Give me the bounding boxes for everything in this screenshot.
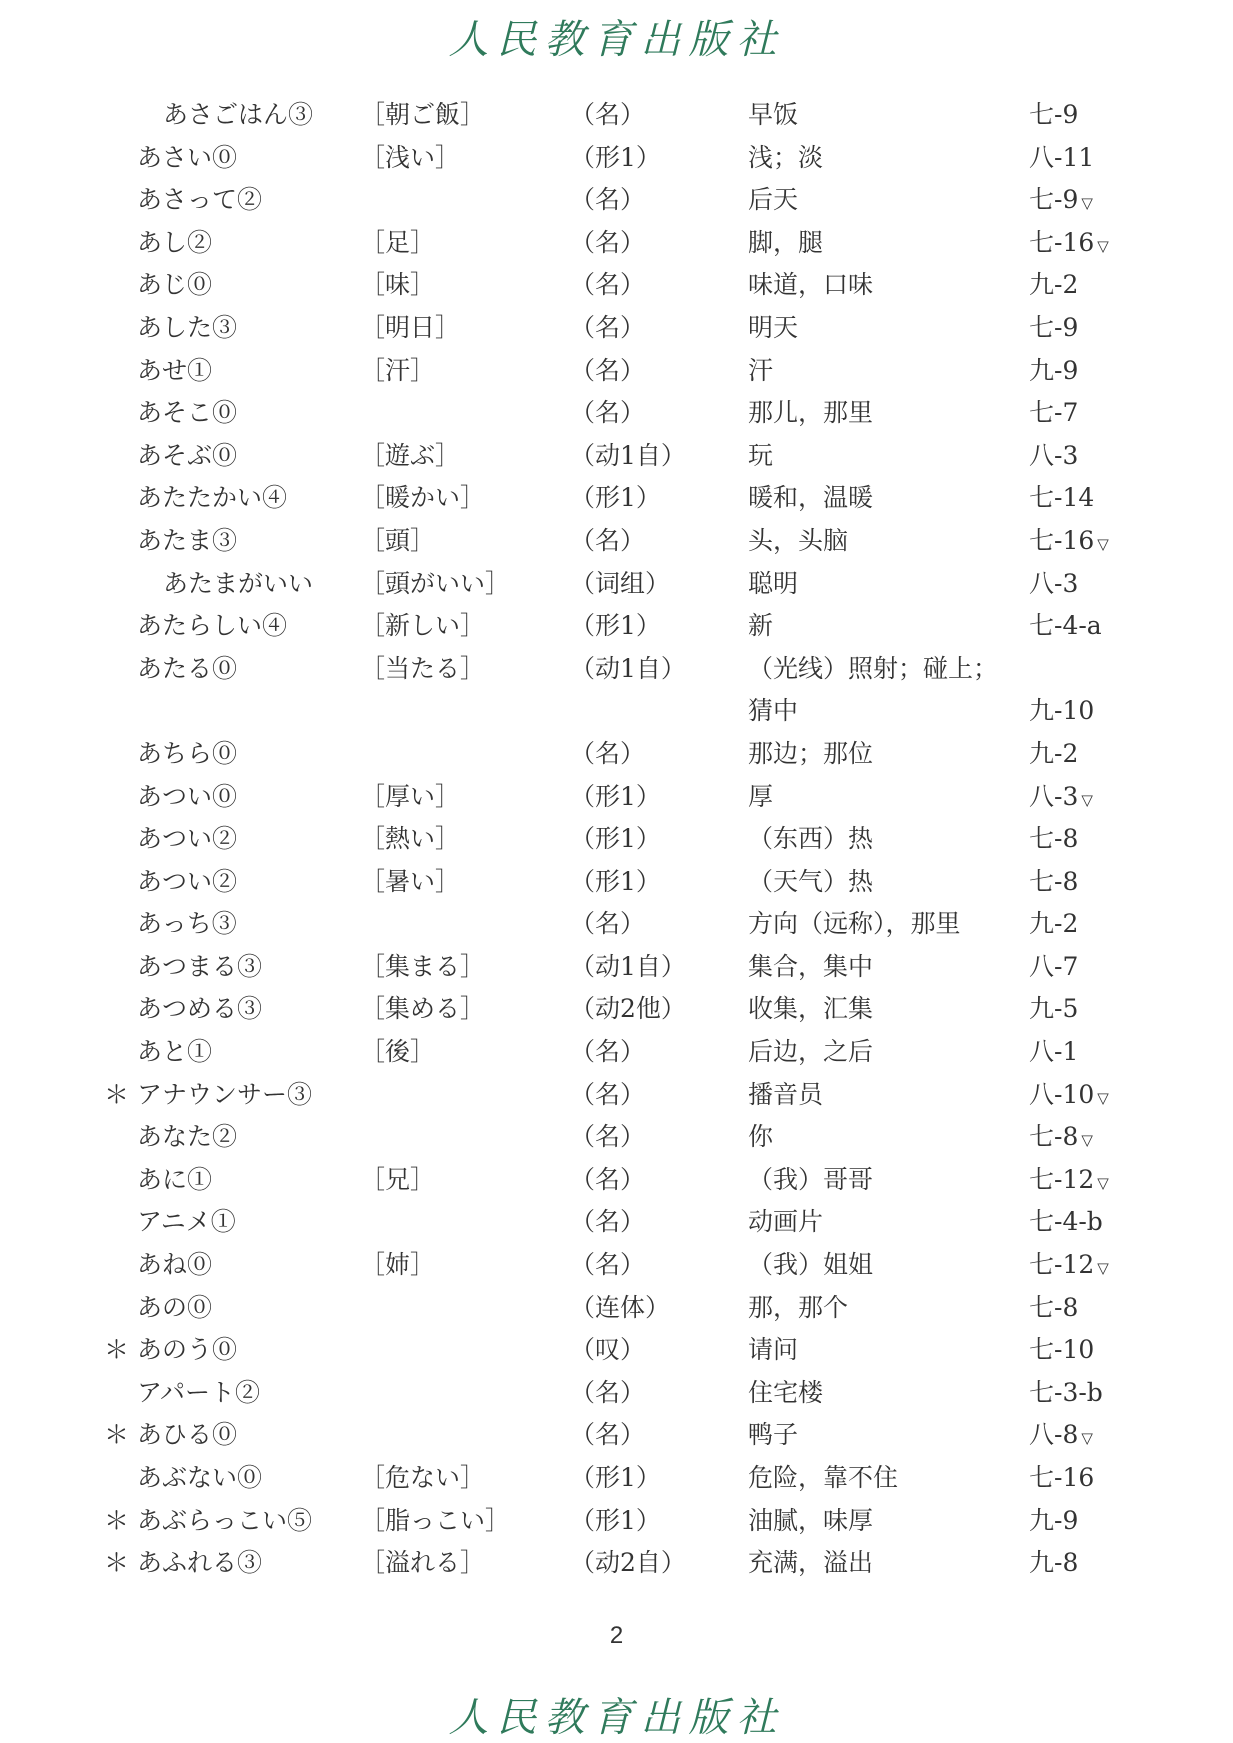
entry-meaning: 头，头脑 [748, 525, 849, 555]
entry-meaning: 危险，靠不住 [748, 1463, 899, 1492]
entry-reading: あさい⓪ [137, 142, 238, 172]
entry-meaning: （我）姐姐 [748, 1250, 874, 1280]
entry-kanji: ［暖かい］ [360, 483, 486, 513]
vocab-entry [0, 605, 1233, 648]
entry-lesson [1029, 1500, 1081, 1546]
vocab-entry [0, 1287, 1233, 1330]
entry-lesson [1029, 648, 1032, 694]
entry-lesson-text: 八-1 [1029, 1037, 1079, 1067]
entry-meaning: （天气）热 [748, 866, 874, 896]
entry-reading: あたたかい④ [137, 483, 288, 513]
entry-meaning: 聪明 [748, 568, 799, 598]
entry-reading: あし② [137, 227, 213, 257]
entry-meaning: 玩 [748, 440, 774, 470]
vocab-entry [0, 1159, 1233, 1202]
entry-part-of-speech: （形1） [570, 611, 661, 641]
entry-part-of-speech: （名） [570, 909, 646, 939]
entry-lesson-text: 八-8 [1029, 1420, 1079, 1450]
entry-kanji: ［暑い］ [360, 866, 461, 896]
supplementary-triangle-icon: ▽ [1097, 1173, 1109, 1192]
entry-meaning: 收集，汇集 [748, 994, 874, 1024]
entry-meaning: 那，那个 [748, 1292, 849, 1322]
entry-lesson [1029, 435, 1081, 481]
entry-part-of-speech: （形1） [570, 1463, 661, 1492]
entry-kanji: ［兄］ [360, 1164, 436, 1194]
entry-reading: あふれる③ [137, 1548, 263, 1578]
entry-lesson [1029, 1457, 1097, 1503]
entry-kanji: ［足］ [360, 227, 436, 257]
vocab-entry [0, 776, 1233, 819]
entry-kanji: ［遊ぶ］ [360, 440, 461, 470]
entry-part-of-speech: （名） [570, 1164, 646, 1194]
entry-reading: アナウンサー③ [137, 1079, 313, 1109]
entry-meaning: 早饭 [748, 100, 799, 129]
entry-reading: あと① [137, 1037, 213, 1067]
vocab-entry [0, 648, 1233, 691]
entry-part-of-speech: （名） [570, 100, 646, 129]
entry-part-of-speech: （形1） [570, 781, 661, 811]
page-number: 2 [609, 1622, 624, 1649]
entry-part-of-speech: （名） [570, 1420, 646, 1450]
entry-lesson-text: 七-9 [1029, 100, 1079, 129]
entry-meaning: 你 [748, 1122, 774, 1152]
entry-lesson [1029, 563, 1081, 609]
supplementary-triangle-icon: ▽ [1097, 1088, 1109, 1107]
entry-reading: あつまる③ [137, 951, 263, 981]
entry-kanji: ［浅い］ [360, 142, 461, 172]
entry-meaning: 暖和，温暖 [748, 483, 874, 513]
entry-part-of-speech: （名） [570, 398, 646, 428]
entry-lesson-text: 七-3-b [1029, 1377, 1103, 1407]
entry-lesson [1029, 350, 1081, 396]
entry-lesson-text: 九-10 [1029, 696, 1095, 726]
entry-part-of-speech: （动1自） [570, 653, 686, 683]
entry-lesson-text: 八-11 [1029, 142, 1095, 172]
entry-part-of-speech: （连体） [570, 1292, 671, 1322]
entry-meaning: （光线）照射；碰上； [748, 653, 999, 683]
vocab-entry [0, 563, 1233, 606]
entry-lesson [1029, 903, 1081, 949]
entry-kanji: ［危ない］ [360, 1463, 486, 1492]
entry-meaning: 播音员 [748, 1079, 824, 1109]
entry-lesson [1029, 605, 1105, 651]
entry-part-of-speech: （动2他） [570, 994, 686, 1024]
entry-part-of-speech: （名） [570, 1207, 646, 1237]
entry-lesson [1029, 988, 1081, 1034]
entry-part-of-speech: （名） [570, 1079, 646, 1109]
entry-reading: あの⓪ [137, 1292, 213, 1322]
entry-lesson [1029, 1287, 1081, 1333]
entry-lesson-text: 七-16 [1029, 525, 1095, 555]
entry-lesson-text: 九-5 [1029, 994, 1079, 1024]
vocab-entry [0, 1244, 1233, 1287]
entry-part-of-speech: （名） [570, 270, 646, 300]
vocab-entry [0, 1031, 1233, 1074]
entry-part-of-speech: （名） [570, 738, 646, 768]
entry-lesson-text: 九-9 [1029, 1505, 1079, 1535]
entry-meaning: 充满，溢出 [748, 1548, 874, 1578]
entry-reading: あじ⓪ [137, 270, 213, 300]
entry-reading: あね⓪ [137, 1250, 213, 1280]
vocab-entry [0, 861, 1233, 904]
entry-reading: あつめる③ [137, 994, 263, 1024]
entry-lesson [1029, 776, 1093, 822]
entry-lesson [1029, 1329, 1097, 1375]
entry-reading: あさごはん③ [163, 100, 314, 129]
entry-reading: あたらしい④ [137, 611, 288, 641]
entry-reading: あつい⓪ [137, 781, 238, 811]
vocab-entry [0, 1116, 1233, 1159]
entry-star-marker: ＊ [104, 1079, 130, 1109]
entry-lesson-text: 七-14 [1029, 483, 1095, 513]
supplementary-triangle-icon: ▽ [1097, 1259, 1109, 1278]
entry-kanji: ［溢れる］ [360, 1548, 486, 1578]
entry-lesson-text: 七-12 [1029, 1250, 1095, 1280]
entry-lesson-text: 九-9 [1029, 355, 1079, 385]
entry-reading: あたる⓪ [137, 653, 238, 683]
entry-reading: あそこ⓪ [137, 398, 238, 428]
entry-meaning: 汗 [748, 355, 774, 385]
entry-meaning: 住宅楼 [748, 1377, 824, 1407]
entry-reading: あひる⓪ [137, 1420, 238, 1450]
entry-lesson-text: 七-8 [1029, 866, 1079, 896]
publisher-logo-bottom: 人民教育出版社 [448, 1695, 785, 1741]
entry-reading: あなた② [137, 1122, 238, 1152]
vocab-entry [0, 1500, 1233, 1543]
entry-meaning: 油腻，味厚 [748, 1505, 874, 1535]
entry-reading: あつい② [137, 824, 238, 854]
vocab-entry [0, 477, 1233, 520]
vocab-entry [0, 946, 1233, 989]
entry-meaning: 鸭子 [748, 1420, 799, 1450]
vocab-entry [0, 690, 1233, 733]
entry-lesson [1029, 307, 1081, 353]
entry-reading: アパート② [137, 1377, 261, 1407]
supplementary-triangle-icon: ▽ [1081, 790, 1093, 809]
entry-meaning: （东西）热 [748, 824, 874, 854]
entry-reading: あさって② [137, 185, 263, 215]
entry-star-marker: ＊ [104, 1548, 130, 1578]
entry-lesson [1029, 1244, 1109, 1290]
entry-reading: あたまがいい [163, 568, 314, 598]
entry-lesson-text: 七-4-b [1029, 1207, 1103, 1237]
supplementary-triangle-icon: ▽ [1097, 534, 1109, 553]
vocab-entry [0, 1372, 1233, 1415]
entry-part-of-speech: （形1） [570, 142, 661, 172]
entry-reading: あそぶ⓪ [137, 440, 238, 470]
vocab-entry [0, 1074, 1233, 1117]
entry-kanji: ［後］ [360, 1037, 436, 1067]
vocab-entry [0, 1457, 1233, 1500]
entry-meaning: 请问 [748, 1335, 799, 1365]
vocab-entry [0, 1414, 1233, 1457]
entry-lesson-text: 七-10 [1029, 1335, 1095, 1365]
vocab-entry [0, 392, 1233, 435]
entry-meaning: 后边，之后 [748, 1037, 874, 1067]
entry-reading: あぶない⓪ [137, 1463, 263, 1492]
entry-reading: あっち③ [137, 909, 237, 939]
entry-part-of-speech: （名） [570, 1250, 646, 1280]
entry-lesson [1029, 477, 1097, 523]
entry-lesson [1029, 1542, 1081, 1588]
entry-part-of-speech: （名） [570, 1122, 646, 1152]
entry-kanji: ［脂っこい］ [360, 1505, 511, 1535]
vocab-entry [0, 520, 1233, 563]
entry-star-marker: ＊ [104, 1420, 130, 1450]
entry-kanji: ［熱い］ [360, 824, 461, 854]
entry-meaning: 新 [748, 611, 774, 641]
entry-meaning: 浅；淡 [748, 142, 824, 172]
entry-reading: あせ① [137, 355, 213, 385]
entry-meaning: 那边；那位 [748, 738, 874, 768]
entry-reading: あたま③ [137, 525, 238, 555]
entry-meaning: 动画片 [748, 1207, 824, 1237]
entry-reading: あちら⓪ [137, 738, 238, 768]
entry-lesson-text: 七-9 [1029, 312, 1079, 342]
vocab-entry [0, 222, 1233, 265]
entry-part-of-speech: （名） [570, 1377, 646, 1407]
entry-part-of-speech: （形1） [570, 824, 661, 854]
vocab-entry [0, 307, 1233, 350]
vocab-entry [0, 137, 1233, 180]
entry-kanji: ［集まる］ [360, 951, 486, 981]
entry-part-of-speech: （动1自） [570, 440, 686, 470]
entry-lesson-text: 七-16 [1029, 227, 1095, 257]
vocab-entry [0, 435, 1233, 478]
supplementary-triangle-icon: ▽ [1081, 1131, 1093, 1150]
vocab-entry [0, 1329, 1233, 1372]
entry-kanji: ［当たる］ [360, 653, 486, 683]
entry-lesson-text: 八-7 [1029, 951, 1079, 981]
entry-star-marker: ＊ [104, 1335, 130, 1365]
entry-part-of-speech: （名） [570, 1037, 646, 1067]
entry-lesson [1029, 1201, 1106, 1247]
vocab-entry [0, 179, 1233, 222]
entry-part-of-speech: （形1） [570, 483, 661, 513]
entry-lesson-text: 七-8 [1029, 1292, 1079, 1322]
entry-kanji: ［頭がいい］ [360, 568, 511, 598]
entry-reading: あに① [137, 1164, 213, 1194]
entry-part-of-speech: （词组） [570, 568, 671, 598]
vocab-entry [0, 264, 1233, 307]
entry-kanji: ［味］ [360, 270, 436, 300]
entry-lesson [1029, 264, 1081, 310]
entry-lesson [1029, 1372, 1106, 1418]
vocab-entry [0, 94, 1233, 137]
entry-reading: あつい② [137, 866, 238, 896]
entry-part-of-speech: （名） [570, 525, 646, 555]
entry-lesson [1029, 818, 1081, 864]
vocab-entry [0, 818, 1233, 861]
vocab-entry [0, 733, 1233, 776]
entry-lesson-text: 七-8 [1029, 1122, 1079, 1152]
supplementary-triangle-icon: ▽ [1097, 236, 1109, 255]
entry-lesson [1029, 94, 1081, 140]
entry-lesson-text: 八-3 [1029, 440, 1079, 470]
entry-lesson [1029, 1116, 1093, 1162]
entry-lesson-text: 九-8 [1029, 1548, 1079, 1578]
entry-lesson [1029, 179, 1093, 225]
entry-lesson-text: 七-7 [1029, 398, 1079, 428]
entry-meaning: 集合，集中 [748, 951, 874, 981]
entry-part-of-speech: （名） [570, 185, 646, 215]
entry-star-marker: ＊ [104, 1505, 130, 1535]
supplementary-triangle-icon: ▽ [1081, 1429, 1093, 1448]
entry-meaning: （我）哥哥 [748, 1164, 874, 1194]
entry-lesson [1029, 946, 1081, 992]
entry-lesson-text: 九-2 [1029, 738, 1079, 768]
entry-meaning: 厚 [748, 781, 774, 811]
entry-kanji: ［集める］ [360, 994, 486, 1024]
entry-lesson [1029, 733, 1081, 779]
entry-lesson-text: 九-2 [1029, 909, 1079, 939]
entry-part-of-speech: （名） [570, 312, 646, 342]
vocab-entry [0, 1201, 1233, 1244]
entry-lesson-text: 七-9 [1029, 185, 1079, 215]
entry-lesson [1029, 1159, 1109, 1205]
entry-lesson [1029, 1031, 1081, 1077]
entry-meaning: 猜中 [748, 696, 799, 726]
entry-lesson [1029, 1074, 1109, 1120]
entry-kanji: ［頭］ [360, 525, 436, 555]
entry-lesson [1029, 222, 1109, 268]
entry-reading: あした③ [137, 312, 238, 342]
supplementary-triangle-icon: ▽ [1081, 194, 1093, 213]
entry-part-of-speech: （名） [570, 227, 646, 257]
entry-lesson [1029, 392, 1081, 438]
entry-lesson [1029, 690, 1097, 736]
entry-lesson-text: 七-16 [1029, 1463, 1095, 1492]
entry-lesson-text: 八-3 [1029, 568, 1079, 598]
entry-lesson-text: 八-3 [1029, 781, 1079, 811]
entry-reading: あのう⓪ [137, 1335, 238, 1365]
entry-lesson [1029, 1414, 1093, 1460]
entry-meaning: 后天 [748, 185, 799, 215]
entry-meaning: 味道，口味 [748, 270, 874, 300]
entry-lesson [1029, 520, 1109, 566]
vocab-entry [0, 988, 1233, 1031]
vocab-entry [0, 350, 1233, 393]
entry-lesson [1029, 861, 1081, 907]
entry-lesson-text: 七-4-a [1029, 611, 1102, 641]
entry-lesson-text: 八-10 [1029, 1079, 1095, 1109]
vocabulary-list [0, 94, 1233, 1585]
entry-kanji: ［姉］ [360, 1250, 436, 1280]
entry-meaning: 明天 [748, 312, 799, 342]
entry-part-of-speech: （叹） [570, 1335, 646, 1365]
entry-part-of-speech: （动2自） [570, 1548, 686, 1578]
entry-lesson [1029, 137, 1097, 183]
entry-meaning: 脚，腿 [748, 227, 824, 257]
entry-kanji: ［汗］ [360, 355, 436, 385]
vocab-entry [0, 1542, 1233, 1585]
entry-part-of-speech: （名） [570, 355, 646, 385]
entry-part-of-speech: （形1） [570, 1505, 661, 1535]
entry-meaning: 方向（远称），那里 [748, 909, 961, 939]
publisher-logo-top: 人民教育出版社 [448, 17, 785, 63]
entry-part-of-speech: （动1自） [570, 951, 686, 981]
entry-reading: あぶらっこい⑤ [137, 1505, 313, 1535]
entry-kanji: ［厚い］ [360, 781, 461, 811]
entry-kanji: ［新しい］ [360, 611, 486, 641]
entry-lesson-text: 九-2 [1029, 270, 1079, 300]
vocab-entry [0, 903, 1233, 946]
entry-part-of-speech: （形1） [570, 866, 661, 896]
entry-meaning: 那儿，那里 [748, 398, 874, 428]
entry-kanji: ［明日］ [360, 312, 461, 342]
entry-lesson-text: 七-8 [1029, 824, 1079, 854]
entry-lesson-text: 七-12 [1029, 1164, 1095, 1194]
entry-reading: アニメ① [137, 1207, 236, 1237]
entry-kanji: ［朝ご飯］ [360, 100, 486, 129]
